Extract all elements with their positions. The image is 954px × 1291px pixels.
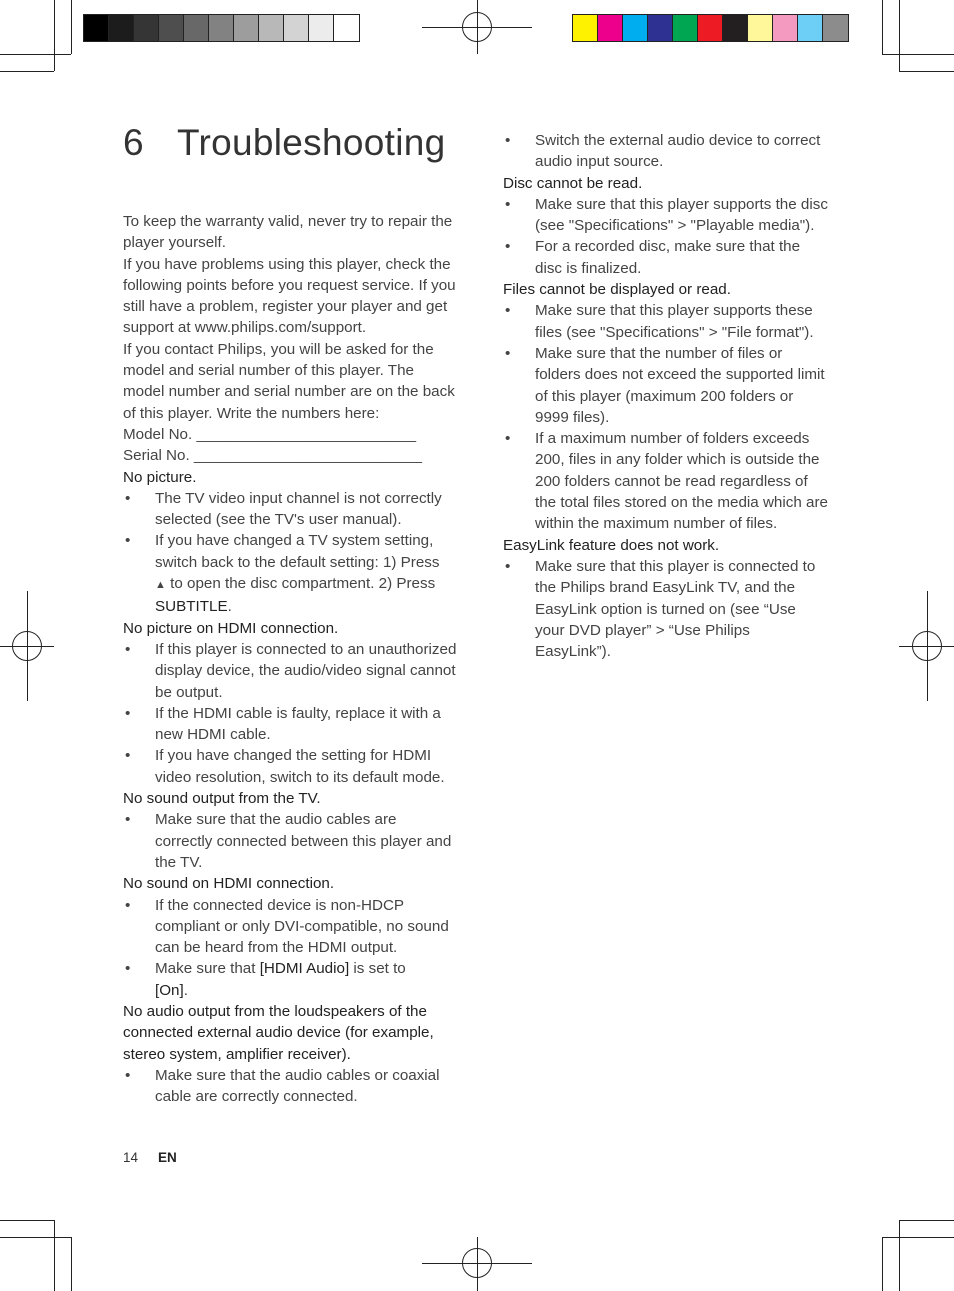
list-item: • The TV video input channel is not correctly selected (see the TV's user manual). bbox=[123, 488, 458, 531]
serial-number-line: Serial No. ___________________________ bbox=[123, 447, 422, 465]
section-heading: No picture on HDMI connection. bbox=[123, 619, 339, 637]
section-heading: No sound output from the TV. bbox=[123, 790, 321, 808]
list-item: • Make sure that the number of files or folders does not exceed the supported limit of this player (maximum 200 folders or 9999 files). bbox=[503, 343, 828, 428]
list-item: • Make sure that [HDMI Audio] is set to [On]. bbox=[123, 958, 458, 1001]
grayscale-color-bar bbox=[83, 14, 360, 42]
page-number: 14 bbox=[123, 1150, 139, 1165]
list-item: • If you have changed the setting for HDMI video resolution, switch to its default mode. bbox=[123, 745, 458, 788]
color-swatch bbox=[334, 15, 359, 41]
chapter-title-text: Troubleshooting bbox=[177, 122, 446, 163]
color-swatch bbox=[698, 15, 723, 41]
color-swatch bbox=[748, 15, 773, 41]
color-swatch bbox=[623, 15, 648, 41]
chapter-title bbox=[123, 122, 445, 164]
process-color-bar bbox=[572, 14, 849, 42]
list-item: • If the connected device is non-HDCP compliant or only DVI-compatible, no sound can be heard from the HDMI output. bbox=[123, 895, 458, 959]
list-item: • Make sure that the audio cables are correctly connected between this player and the TV. bbox=[123, 809, 458, 873]
list-item: • If you have changed a TV system setting, switch back to the default setting: 1) Press ▲ to open the disc compartment. 2) Press SUBTITLE. bbox=[123, 530, 458, 617]
right-column bbox=[503, 130, 828, 662]
page-footer bbox=[123, 1150, 177, 1165]
eject-icon: ▲ bbox=[155, 579, 166, 592]
list-item: • Switch the external audio device to correct audio input source. bbox=[503, 130, 828, 173]
color-swatch bbox=[259, 15, 284, 41]
color-swatch bbox=[184, 15, 209, 41]
subtitle-key: SUBTITLE bbox=[155, 598, 228, 616]
on-value: [On] bbox=[155, 981, 184, 999]
intro-paragraph: If you contact Philips, you will be asked for the model and serial number of this player. The model number and serial number are on the back of this player. Write the numbers here: bbox=[123, 340, 455, 422]
section-heading: EasyLink feature does not work. bbox=[503, 536, 720, 554]
chapter-number: 6 bbox=[123, 122, 144, 163]
intro-paragraph: To keep the warranty valid, never try to repair the player yourself. bbox=[123, 213, 453, 252]
color-swatch bbox=[573, 15, 598, 41]
color-swatch bbox=[209, 15, 234, 41]
list-item: • If a maximum number of folders exceeds 200, files in any folder which is outside the 200 folders cannot be read regardless of the total files stored on the media which are within the maximum number of files. bbox=[503, 428, 828, 534]
color-swatch bbox=[159, 15, 184, 41]
list-item: • If the HDMI cable is faulty, replace it with a new HDMI cable. bbox=[123, 703, 458, 746]
color-swatch bbox=[84, 15, 109, 41]
color-swatch bbox=[798, 15, 823, 41]
color-swatch bbox=[598, 15, 623, 41]
section-heading: No sound on HDMI connection. bbox=[123, 875, 335, 893]
section-heading: No picture. bbox=[123, 468, 197, 486]
list-item: • Make sure that this player supports the disc (see "Specifications" > "Playable media"). bbox=[503, 194, 828, 237]
color-swatch bbox=[109, 15, 134, 41]
color-swatch bbox=[234, 15, 259, 41]
section-heading: Files cannot be displayed or read. bbox=[503, 281, 731, 299]
color-swatch bbox=[134, 15, 159, 41]
language-code: EN bbox=[158, 1150, 177, 1165]
list-item: • Make sure that this player supports these files (see "Specifications" > "File format"). bbox=[503, 300, 828, 343]
section-heading: No audio output from the loudspeakers of the connected external audio device (for example, stereo system, amplifier receiver). bbox=[123, 1002, 434, 1063]
model-number-line: Model No. __________________________ bbox=[123, 425, 417, 443]
list-item: • If this player is connected to an unauthorized display device, the audio/video signal cannot be output. bbox=[123, 639, 458, 703]
list-item: • For a recorded disc, make sure that the disc is finalized. bbox=[503, 236, 828, 279]
color-swatch bbox=[673, 15, 698, 41]
color-swatch bbox=[309, 15, 334, 41]
color-swatch bbox=[723, 15, 748, 41]
list-item: • Make sure that this player is connected to the Philips brand EasyLink TV, and the EasyLink option is turned on (see “Use your DVD player” > “Use Philips EasyLink”). bbox=[503, 556, 828, 662]
left-column bbox=[123, 211, 458, 1107]
hdmi-audio-setting: [HDMI Audio] bbox=[259, 960, 350, 978]
color-swatch bbox=[284, 15, 309, 41]
intro-paragraph: If you have problems using this player, check the following points before you request service. If you still have a problem, register your player and get support at www.philips.com/support. bbox=[123, 255, 456, 337]
color-swatch bbox=[648, 15, 673, 41]
color-swatch bbox=[823, 15, 848, 41]
color-swatch bbox=[773, 15, 798, 41]
section-heading: Disc cannot be read. bbox=[503, 174, 643, 192]
list-item: • Make sure that the audio cables or coaxial cable are correctly connected. bbox=[123, 1065, 458, 1108]
